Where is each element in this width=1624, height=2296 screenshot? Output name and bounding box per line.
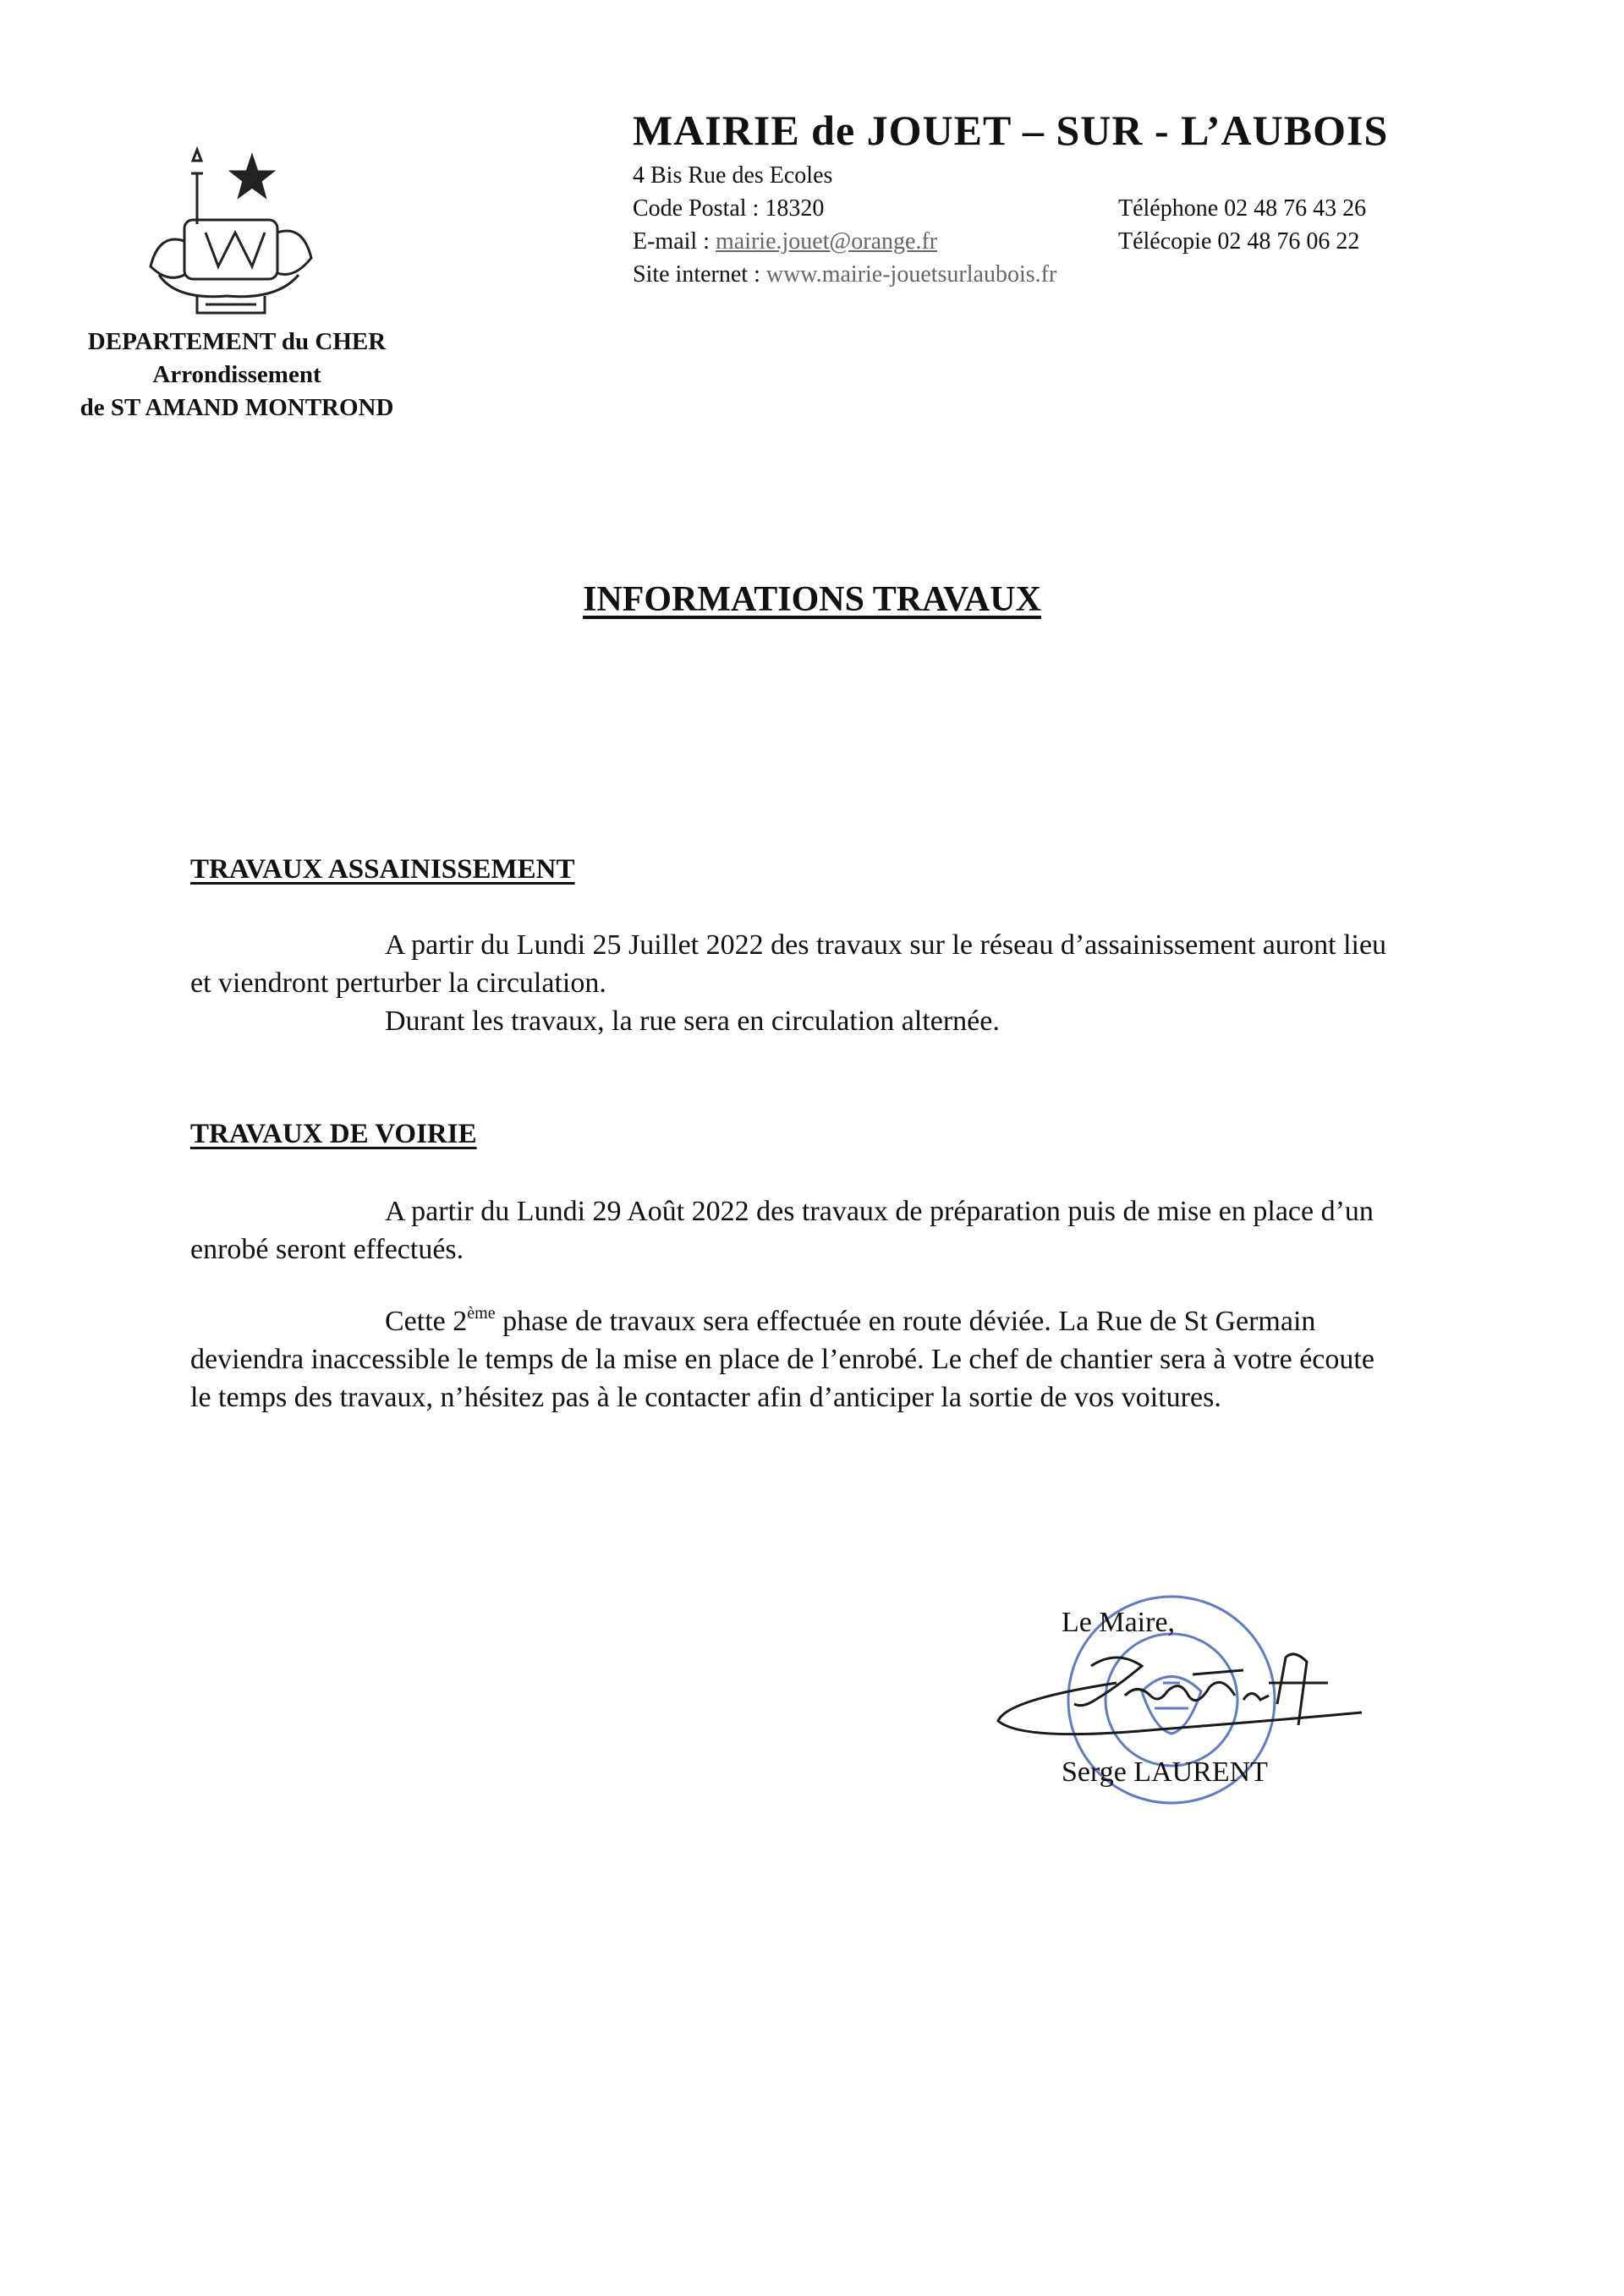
section-body-assainissement (190, 926, 1544, 1040)
telephone-line: Téléphone 02 48 76 43 26 (1118, 195, 1367, 222)
coat-of-arms-emblem (125, 140, 328, 321)
website-label: Site internet : (633, 261, 766, 288)
ordinal-suffix: ème (467, 1303, 496, 1323)
mairie-title: MAIRIE de JOUET – SUR - L’AUBOIS (633, 107, 1389, 154)
address-line: 4 Bis Rue des Ecoles (633, 162, 833, 189)
text-fragment: Cette 2 (385, 1306, 468, 1337)
handwritten-signature (990, 1649, 1387, 1742)
document-title-container (0, 579, 1624, 620)
section-title-voirie: TRAVAUX DE VOIRIE (190, 1119, 477, 1149)
email-label: E-mail : (633, 228, 716, 255)
website-link[interactable]: www.mairie-jouetsurlaubois.fr (765, 261, 1057, 288)
signature-name: Serge LAURENT (1062, 1756, 1268, 1788)
text-fragment: phase de travaux sera effectuée en route déviée. La Rue de St Germain (495, 1306, 1316, 1337)
paragraph-line: deviendra inaccessible le temps de la mise en place de l’enrobé. Le chef de chantier sera à votre écoute (190, 1344, 1374, 1375)
department-block (25, 326, 448, 425)
website-line (633, 258, 1056, 291)
fax-line: Télécopie 02 48 76 06 22 (1118, 228, 1360, 255)
paragraph-line (190, 1302, 1544, 1340)
arrondissement-name: de ST AMAND MONTROND (80, 394, 394, 421)
section-title-assainissement: TRAVAUX ASSAINISSEMENT (190, 854, 575, 885)
email-line (633, 225, 937, 258)
department-name: DEPARTEMENT du CHER (87, 328, 387, 355)
paragraph-line: le temps des travaux, n’hésitez pas à le contacter afin d’anticiper la sortie de vos voitures. (190, 1382, 1221, 1413)
document-title: INFORMATIONS TRAVAUX (583, 580, 1041, 619)
section-body-voirie-2 (190, 1302, 1544, 1417)
postal-code-line: Code Postal : 18320 (633, 195, 825, 222)
email-link[interactable]: mairie.jouet@orange.fr (715, 228, 938, 255)
signature-role: Le Maire, (1062, 1607, 1176, 1638)
paragraph-line: enrobé seront effectués. (190, 1234, 464, 1265)
paragraph-line: A partir du Lundi 29 Août 2022 des travaux de préparation puis de mise en place d’un (385, 1196, 1374, 1227)
section-body-voirie (190, 1192, 1544, 1269)
paragraph-line: A partir du Lundi 25 Juillet 2022 des travaux sur le réseau d’assainissement auront lieu (385, 929, 1387, 961)
paragraph-line: Durant les travaux, la rue sera en circulation alternée. (385, 1006, 1000, 1037)
arrondissement-label: Arrondissement (152, 361, 321, 388)
paragraph-line: et viendront perturber la circulation. (190, 967, 606, 999)
